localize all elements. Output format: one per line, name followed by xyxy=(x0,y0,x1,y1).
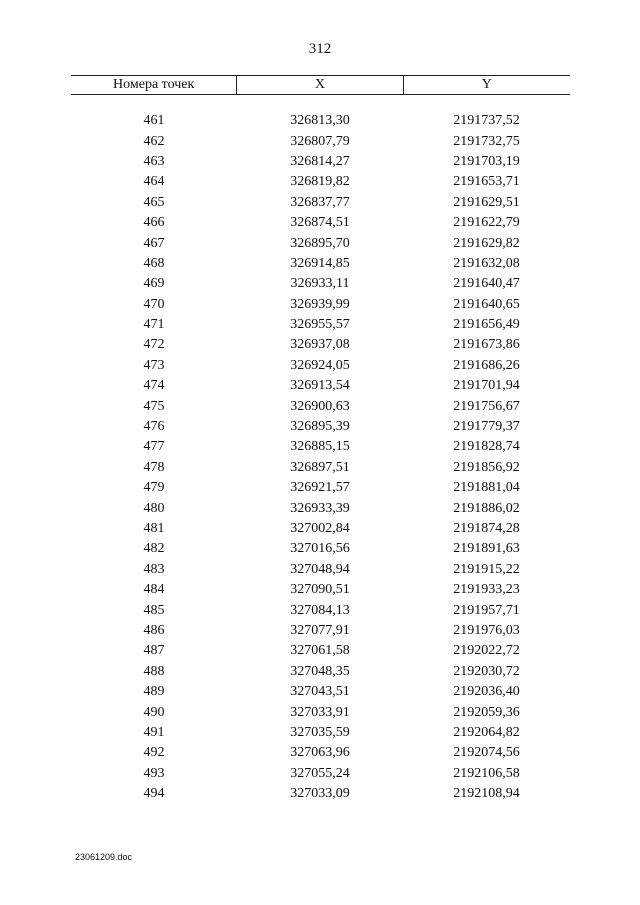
header-y: Y xyxy=(481,77,492,92)
table-row xyxy=(71,356,570,376)
table-row xyxy=(71,600,570,620)
cell-point-number: 475 xyxy=(143,398,165,414)
table-row xyxy=(71,723,570,743)
cell-point-number: 464 xyxy=(143,174,165,190)
cell-point-number: 491 xyxy=(143,724,165,740)
cell-x: 326939,99 xyxy=(290,296,350,312)
cell-y: 2191632,08 xyxy=(453,255,520,271)
cell-y: 2191686,26 xyxy=(453,357,520,373)
cell-x: 326897,51 xyxy=(290,459,350,475)
table-row xyxy=(71,662,570,682)
table-row xyxy=(71,458,570,478)
cell-x: 326914,85 xyxy=(290,255,350,271)
cell-point-number: 486 xyxy=(143,622,165,638)
table-row xyxy=(71,193,570,213)
table-header xyxy=(71,75,570,95)
page-number: 312 xyxy=(308,41,332,57)
cell-point-number: 483 xyxy=(143,561,165,577)
cell-x: 327048,94 xyxy=(290,561,350,577)
cell-x: 327084,13 xyxy=(290,602,350,618)
cell-point-number: 467 xyxy=(143,235,165,251)
cell-point-number: 484 xyxy=(143,582,165,598)
cell-y: 2192106,58 xyxy=(453,765,520,781)
cell-point-number: 469 xyxy=(143,276,165,292)
cell-y: 2191856,92 xyxy=(453,459,520,475)
cell-x: 326885,15 xyxy=(290,439,350,455)
table-row xyxy=(71,498,570,518)
cell-point-number: 485 xyxy=(143,602,165,618)
table-row xyxy=(71,417,570,437)
cell-x: 327077,91 xyxy=(290,622,350,638)
cell-y: 2191828,74 xyxy=(453,439,520,455)
cell-x: 326895,39 xyxy=(290,419,350,435)
table-row xyxy=(71,233,570,253)
table-row xyxy=(71,437,570,457)
cell-point-number: 488 xyxy=(143,663,165,679)
table-row xyxy=(71,335,570,355)
cell-y: 2191701,94 xyxy=(453,378,520,394)
cell-y: 2192074,56 xyxy=(453,745,520,761)
cell-x: 327043,51 xyxy=(290,684,350,700)
cell-y: 2192064,82 xyxy=(453,724,520,740)
cell-x: 326921,57 xyxy=(290,480,350,496)
cell-x: 326955,57 xyxy=(290,317,350,333)
table-row xyxy=(71,396,570,416)
cell-x: 326933,39 xyxy=(290,500,350,516)
cell-y: 2191976,03 xyxy=(453,622,520,638)
cell-y: 2191779,37 xyxy=(453,419,520,435)
table-row xyxy=(71,702,570,722)
cell-x: 327055,24 xyxy=(290,765,350,781)
cell-point-number: 474 xyxy=(143,378,165,394)
cell-x: 326913,54 xyxy=(290,378,350,394)
table-row xyxy=(71,560,570,580)
cell-y: 2191622,79 xyxy=(453,215,520,231)
table-row xyxy=(71,743,570,763)
table-row xyxy=(71,641,570,661)
cell-point-number: 471 xyxy=(143,317,165,333)
cell-x: 326895,70 xyxy=(290,235,350,251)
cell-y: 2191653,71 xyxy=(453,174,520,190)
cell-point-number: 473 xyxy=(143,357,165,373)
cell-y: 2192059,36 xyxy=(453,704,520,720)
cell-point-number: 463 xyxy=(143,153,165,169)
cell-point-number: 479 xyxy=(143,480,165,496)
table-row xyxy=(71,213,570,233)
table-row xyxy=(71,764,570,784)
cell-point-number: 478 xyxy=(143,459,165,475)
table-row xyxy=(71,274,570,294)
cell-point-number: 476 xyxy=(143,419,165,435)
cell-x: 326874,51 xyxy=(290,215,350,231)
table-row xyxy=(71,172,570,192)
table-row xyxy=(71,784,570,804)
cell-y: 2191629,82 xyxy=(453,235,520,251)
cell-point-number: 487 xyxy=(143,643,165,659)
cell-point-number: 470 xyxy=(143,296,165,312)
cell-point-number: 477 xyxy=(143,439,165,455)
table-row xyxy=(71,376,570,396)
cell-y: 2191656,49 xyxy=(453,317,520,333)
header-x: X xyxy=(237,76,403,94)
cell-y: 2192108,94 xyxy=(453,786,520,802)
cell-y: 2191737,52 xyxy=(453,113,520,129)
table-row xyxy=(71,478,570,498)
table-row xyxy=(71,539,570,559)
cell-x: 327016,56 xyxy=(290,541,350,557)
table-row xyxy=(71,111,570,131)
cell-x: 326819,82 xyxy=(290,174,350,190)
cell-y: 2191673,86 xyxy=(453,337,520,353)
cell-x: 327048,35 xyxy=(290,663,350,679)
table-row xyxy=(71,621,570,641)
cell-x: 326933,11 xyxy=(290,276,350,292)
table-row xyxy=(71,580,570,600)
cell-point-number: 492 xyxy=(143,745,165,761)
cell-y: 2191756,67 xyxy=(453,398,520,414)
table-row xyxy=(71,295,570,315)
cell-y: 2192022,72 xyxy=(453,643,520,659)
cell-y: 2191703,19 xyxy=(453,153,520,169)
cell-point-number: 489 xyxy=(143,684,165,700)
cell-point-number: 466 xyxy=(143,215,165,231)
cell-x: 327033,91 xyxy=(290,704,350,720)
cell-x: 326807,79 xyxy=(290,133,350,149)
cell-point-number: 494 xyxy=(143,786,165,802)
cell-x: 327061,58 xyxy=(290,643,350,659)
cell-y: 2192036,40 xyxy=(453,684,520,700)
cell-y: 2191891,63 xyxy=(453,541,520,557)
table-row xyxy=(71,152,570,172)
header-point-numbers: Номера точек xyxy=(71,76,237,94)
cell-point-number: 482 xyxy=(143,541,165,557)
cell-point-number: 472 xyxy=(143,337,165,353)
coordinates-table-body xyxy=(71,111,570,804)
cell-y: 2191874,28 xyxy=(453,521,520,536)
cell-x: 326813,30 xyxy=(290,113,350,129)
table-row xyxy=(71,315,570,335)
table-row xyxy=(71,254,570,274)
cell-y: 2191957,71 xyxy=(453,602,520,618)
cell-x: 327090,51 xyxy=(290,582,350,598)
table-row xyxy=(71,682,570,702)
cell-point-number: 480 xyxy=(143,500,165,516)
cell-x: 326937,08 xyxy=(290,337,350,353)
cell-y: 2191640,47 xyxy=(453,276,520,292)
cell-point-number: 493 xyxy=(143,765,165,781)
table-row xyxy=(71,519,570,539)
cell-point-number: 468 xyxy=(143,255,165,271)
cell-x: 327002,84 xyxy=(290,521,350,536)
cell-x: 327033,09 xyxy=(290,786,350,802)
cell-point-number: 481 xyxy=(143,521,165,536)
cell-y: 2191732,75 xyxy=(453,133,520,149)
cell-x: 326837,77 xyxy=(290,194,350,210)
cell-y: 2191881,04 xyxy=(453,480,520,496)
cell-x: 326924,05 xyxy=(290,357,350,373)
table-row xyxy=(71,131,570,151)
footer-filename: 23061209.doc xyxy=(75,852,133,862)
cell-y: 2191640,65 xyxy=(453,296,520,312)
cell-y: 2192030,72 xyxy=(453,663,520,679)
cell-x: 327063,96 xyxy=(290,745,350,761)
cell-point-number: 462 xyxy=(143,133,165,149)
cell-y: 2191629,51 xyxy=(453,194,520,210)
cell-y: 2191886,02 xyxy=(453,500,520,516)
cell-x: 326814,27 xyxy=(290,153,350,169)
cell-y: 2191915,22 xyxy=(453,561,520,577)
cell-point-number: 461 xyxy=(143,113,165,129)
cell-x: 326900,63 xyxy=(290,398,350,414)
cell-point-number: 490 xyxy=(143,704,165,720)
cell-point-number: 465 xyxy=(143,194,165,210)
cell-x: 327035,59 xyxy=(290,724,350,740)
cell-y: 2191933,23 xyxy=(453,582,520,598)
